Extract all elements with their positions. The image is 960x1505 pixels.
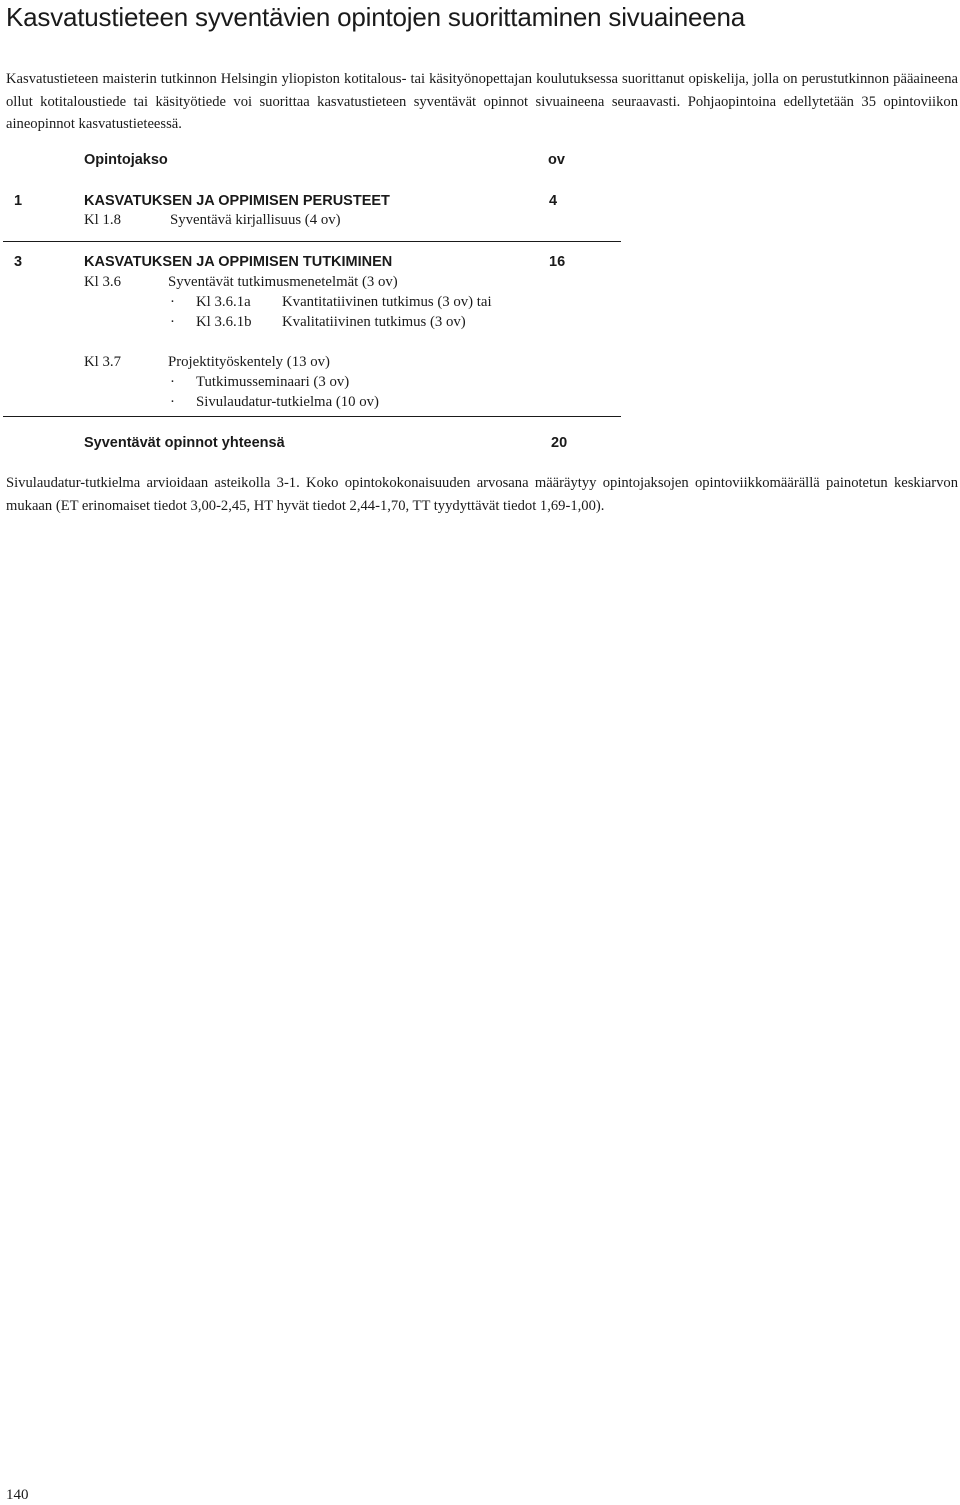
section-divider bbox=[3, 241, 621, 242]
sub-course-name-seminar: Tutkimusseminaari (3 ov) bbox=[196, 374, 350, 390]
section-1-title: KASVATUKSEN JA OPPIMISEN PERUSTEET bbox=[84, 193, 390, 209]
intro-paragraph: Kasvatustieteen maisterin tutkinnon Helsingin yliopiston kotitalous- tai käsityönopettajan koulutuksessa suorittanut opiskelija, jolla on perustutkinnon pääaineena ollut kotitaloustiede tai käsityötiede voi suorittaa kasvatustieteen syventävät opinnot sivuaineena seuraavasti. Pohjaopintoina edellytetään 35 opintoviikon aineopinnot kasvatustieteessä. bbox=[6, 71, 958, 132]
section-3-title: KASVATUKSEN JA OPPIMISEN TUTKIMINEN bbox=[84, 254, 393, 270]
total-label: Syventävät opinnot yhteensä bbox=[84, 435, 285, 451]
bullet-1: · bbox=[170, 294, 175, 310]
course-code-kl-1-8: Kl 1.8 bbox=[84, 212, 121, 228]
sub-course-code-kl-3-6-1a: Kl 3.6.1a bbox=[196, 294, 251, 310]
section-1-number: 1 bbox=[14, 193, 23, 209]
sub-course-name-kl-3-6-1b: Kvalitatiivinen tutkimus (3 ov) bbox=[282, 314, 466, 330]
bullet-3: · bbox=[170, 374, 175, 390]
course-name-kl-3-7: Projektityöskentely (13 ov) bbox=[168, 354, 330, 370]
sub-course-name-kl-3-6-1a: Kvantitatiivinen tutkimus (3 ov) tai bbox=[282, 294, 492, 310]
course-name-kl-1-8: Syventävä kirjallisuus (4 ov) bbox=[170, 212, 341, 228]
sub-course-code-kl-3-6-1b: Kl 3.6.1b bbox=[196, 314, 252, 330]
total-divider bbox=[3, 416, 621, 417]
page-title: Kasvatustieteen syventävien opintojen suorittaminen sivuaineena bbox=[6, 2, 745, 32]
closing-paragraph: Sivulaudatur-tutkielma arvioidaan asteikolla 3-1. Koko opintokokonaisuuden arvosana määräytyy opintojaksojen opintoviikkomäärällä painotetun keskiarvon mukaan (ET erinomaiset tiedot 3,00-2,45, HT hyvät tiedot 2,44-1,70, TT tyydyttävät tiedot 1,69-1,00). bbox=[6, 475, 958, 514]
bullet-4: · bbox=[170, 394, 175, 410]
bullet-2: · bbox=[170, 314, 175, 330]
course-code-kl-3-6: Kl 3.6 bbox=[84, 274, 121, 290]
column-header-ov: ov bbox=[548, 152, 565, 168]
course-code-kl-3-7: Kl 3.7 bbox=[84, 354, 121, 370]
section-3-number: 3 bbox=[14, 254, 23, 270]
sub-course-name-thesis: Sivulaudatur-tutkielma (10 ov) bbox=[196, 394, 379, 410]
section-1-ov: 4 bbox=[549, 193, 558, 209]
page-number: 140 bbox=[6, 1487, 29, 1503]
section-3-ov: 16 bbox=[549, 254, 566, 270]
column-header-course: Opintojakso bbox=[84, 152, 168, 168]
total-ov: 20 bbox=[551, 435, 568, 451]
course-name-kl-3-6: Syventävät tutkimusmenetelmät (3 ov) bbox=[168, 274, 398, 290]
